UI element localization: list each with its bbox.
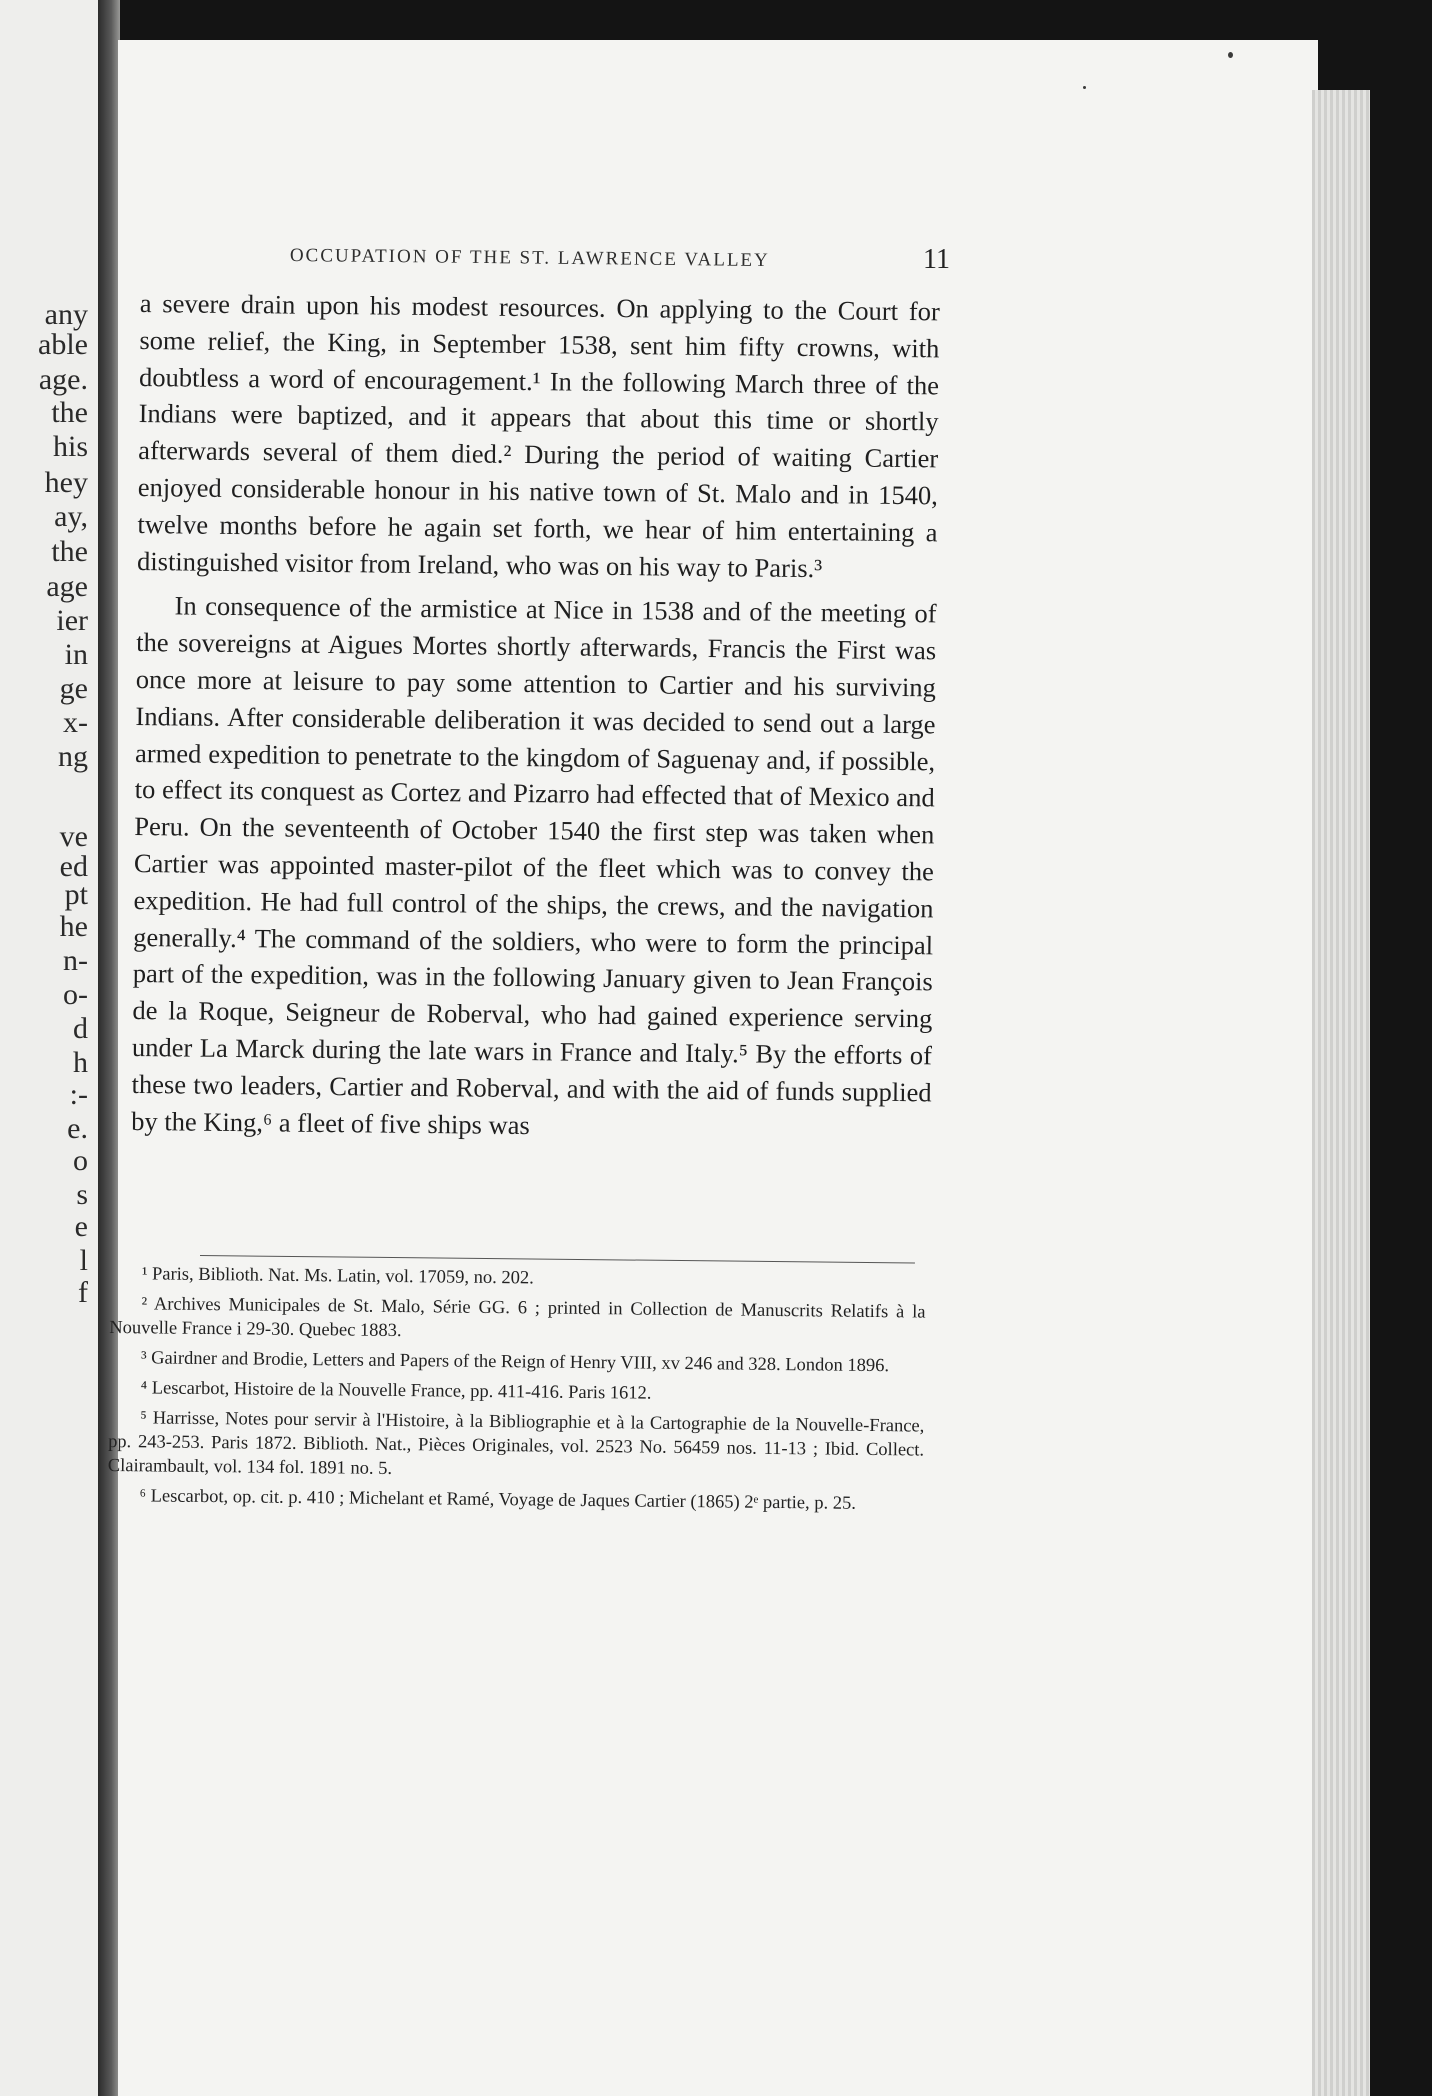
footnote: ² Archives Municipales de St. Malo, Série GG. 6 ; printed in Collection de Manuscrits Relatifs à la Nouvelle France i 29-30. Quebec 1883. <box>109 1294 926 1342</box>
left-page-fragment: able <box>38 328 88 361</box>
left-page-fragment: his <box>52 430 88 463</box>
footnote: ⁶ Lescarbot, op. cit. p. 410 ; Michelant et Ramé, Voyage de Jaques Cartier (1865) 2ᵉ partie, p. 25. <box>139 1486 857 1514</box>
left-page-fragment: he <box>59 910 88 943</box>
left-page-fragment: f <box>78 1276 88 1309</box>
left-page-fragment: x- <box>63 706 88 739</box>
footnote: ⁴ Lescarbot, Histoire de la Nouvelle France, pp. 411-416. Paris 1612. <box>140 1378 652 1404</box>
left-page-fragment: ay, <box>54 500 88 533</box>
left-page-fragment: ge <box>59 672 88 705</box>
left-page-fragment: pt <box>64 878 88 911</box>
left-page-fragment: e. <box>67 1112 88 1145</box>
left-page-fragment: ng <box>58 740 88 773</box>
left-page-fragment: in <box>64 638 88 671</box>
left-page-fragment: any <box>44 298 88 331</box>
left-page-fragment: n- <box>63 944 88 977</box>
footnote: ³ Gairdner and Brodie, Letters and Papers of the Reign of Henry VIII, xv 246 and 328. London 1896. <box>140 1348 890 1377</box>
dust-speck <box>1228 52 1233 58</box>
left-page-fragment: l <box>79 1244 88 1277</box>
left-page-fragment: s <box>76 1178 88 1211</box>
book-gutter <box>98 0 120 2096</box>
page-stack-edge <box>1312 90 1370 2096</box>
left-page-fragment: d <box>73 1012 88 1045</box>
left-page-fragment: o <box>73 1144 88 1177</box>
paragraph: a severe drain upon his modest resources. On applying to the Court for some relief, the King, in September 1538, sent him fifty crowns, with doubtless a word of encouragement.¹ In the following March three of the Indians were baptized, and it appears that about this time or shortly afterwards several of them died.² During the period of waiting Cartier enjoyed considerable honour in his native town of St. Malo and in 1540, twelve months before he again set forth, we hear of him entertaining a distinguished visitor from Ireland, who was on his way to Paris.³ <box>136 287 940 583</box>
running-title: OCCUPATION OF THE ST. LAWRENCE VALLEY <box>289 245 770 272</box>
left-page-fragment: ve <box>59 820 88 853</box>
left-page-fragment: the <box>51 396 88 429</box>
left-page-fragment: ed <box>59 850 88 883</box>
page-number: 11 <box>923 244 950 275</box>
footnotes <box>107 1262 926 1523</box>
left-page-fragment: age. <box>38 363 88 396</box>
left-page-fragment: the <box>51 535 88 568</box>
left-page-fragment: :- <box>69 1078 88 1111</box>
footnote: ¹ Paris, Biblioth. Nat. Ms. Latin, vol. 17059, no. 202. <box>141 1264 534 1289</box>
left-page-fragment: age <box>46 570 88 603</box>
left-page-fragment: hey <box>44 466 88 499</box>
footnote: ⁵ Harrisse, Notes pour servir à l'Histoire, à la Bibliographie et à la Cartographie de la Nouvelle-France, pp. 243-253. Paris 1872. Biblioth. Nat., Pièces Originales, vol. 2523 No. 56459 nos. 11-13 ; Ibid. Collect. Clairambault, vol. 134 fol. 1891 no. 5. <box>107 1408 925 1479</box>
left-page-fragment: ier <box>56 604 88 637</box>
left-page-fragment: o- <box>63 978 88 1011</box>
paragraph: In consequence of the armistice at Nice in 1538 and of the meeting of the sovereigns at Aigues Mortes shortly afterwards, Francis the First was once more at leisure to pay some attention to Cartier and his surviving Indians. After considerable deliberation it was decided to send out a large armed expedition to penetrate to the kingdom of Saguenay and, if possible, to effect its conquest as Cortez and Pizarro had effected that of Mexico and Peru. On the seventeenth of October 1540 the first step was taken when Cartier was appointed master-pilot of the fleet which was to convey the expedition. He had full control of the ships, the crews, and the navigation generally.⁴ The command of the soldiers, who were to form the principal part of the expedition, was in the following January given to Jean François de la Roque, Seigneur de Roberval, who had gained experience serving under La Marck during the late wars in France and Italy.⁵ By the efforts of these two leaders, Cartier and Roberval, and with the aid of funds supplied by the King,⁶ a fleet of five ships was <box>131 590 937 1140</box>
left-page-sliver <box>0 0 98 2096</box>
left-page-fragment: h <box>73 1046 88 1079</box>
left-page-fragment: e <box>74 1210 88 1243</box>
body-text <box>131 285 940 1156</box>
dust-speck <box>1083 86 1086 89</box>
